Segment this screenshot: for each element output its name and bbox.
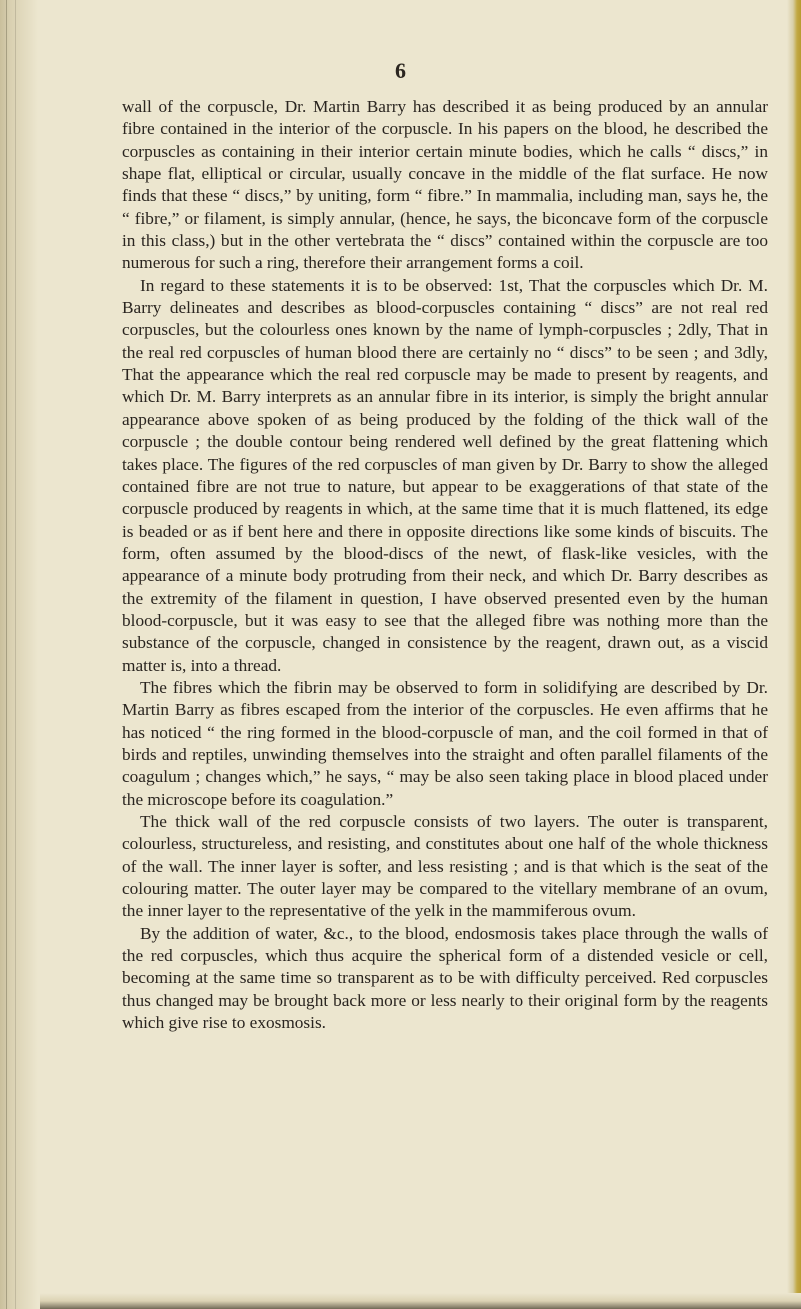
paragraph-2: In regard to these statements it is to be observed: 1st, That the corpuscles which Dr. M. Barry delineates and describes as blood-corpuscles containing “ discs” are not real red corpuscles, but the colourless ones known by the name of lymph-corpuscles ; 2dly, That in the real red corpuscles of human blood there are certainly no “ discs” to be seen ; and 3dly, That the appearance which the real red corpuscle may be made to present by reagents, and which Dr. M. Barry interprets as an annular fibre in its interior, is simply the bright annular appearance above spoken of as being produced by the folding of the thick wall of the corpuscle ; the double contour being rendered well defined by the great flattening which takes place. The figures of the red corpuscles of man given by Dr. Barry to show the alleged contained fibre are not true to nature, but appear to be exaggerations of that state of the corpuscle produced by reagents in which, at the same time that it is much flattened, its edge is beaded or as if bent here and there in opposite directions like some kinds of biscuits. The form, often assumed by the blood-discs of the newt, of flask-like vesicles, with the appearance of a minute body protruding from their neck, and which Dr. Barry describes as the extremity of the filament in question, I have observed presented even by the human blood-corpuscle, but it was easy to see that the alleged fibre was nothing more than the substance of the corpuscle, changed in consistence by the reagent, drawn out, as a viscid matter is, into a thread.	[122, 275, 768, 675]
paragraph-3: The fibres which the fibrin may be observed to form in solidifying are described by Dr. Martin Barry as fibres escaped from the interior of the corpuscles. He even affirms that he has noticed “ the ring formed in the blood-corpuscle of man, and the coil formed in that of birds and reptiles, unwinding themselves into the straight and often parallel filaments of the coagulum ; changes which,” he says, “ may be also seen taking place in blood placed under the microscope before its coagulation.”	[122, 677, 768, 809]
paragraph-1: wall of the corpuscle, Dr. Martin Barry has described it as being produced by an annular fibre contained in the interior of the corpuscle. In his papers on the blood, he described the corpuscles as containing in their interior certain minute bodies, which he calls “ discs,” in shape flat, elliptical or circular, usually concave in the middle of the flat surface. He now finds that these “ discs,” by uniting, form “ fibre.” In mammalia, including man, says he, the “ fibre,” or filament, is simply annular, (hence, he says, the biconcave form of the corpuscle in this class,) but in the other vertebrata the “ discs” contained within the corpuscle are too numerous for such a ring, therefore their arrangement forms a coil.	[122, 97, 768, 273]
page-gutter-left	[0, 0, 38, 1309]
paragraph-5: By the addition of water, &c., to the blood, endosmosis takes place through the walls of the red corpuscles, which thus acquire the spherical form of a distended vesicle or cell, becoming at the same time so transparent as to be with difficulty perceived. Red corpuscles thus changed may be brought back more or less nearly to their original form by the reagents which give rise to exosmosis.	[122, 923, 768, 1033]
page-edge-bottom	[40, 1293, 801, 1309]
body-text	[122, 96, 768, 1034]
page-number: 6	[395, 58, 406, 83]
page-edge-right	[787, 0, 801, 1309]
paragraph-4: The thick wall of the red corpuscle consists of two layers. The outer is transparent, colourless, structureless, and resisting, and constitutes about one half of the whole thickness of the wall. The inner layer is softer, and less resisting ; and is that which is the seat of the colouring matter. The outer layer may be compared to the vitellary membrane of an ovum, the inner layer to the representative of the yelk in the mammiferous ovum.	[122, 812, 768, 921]
